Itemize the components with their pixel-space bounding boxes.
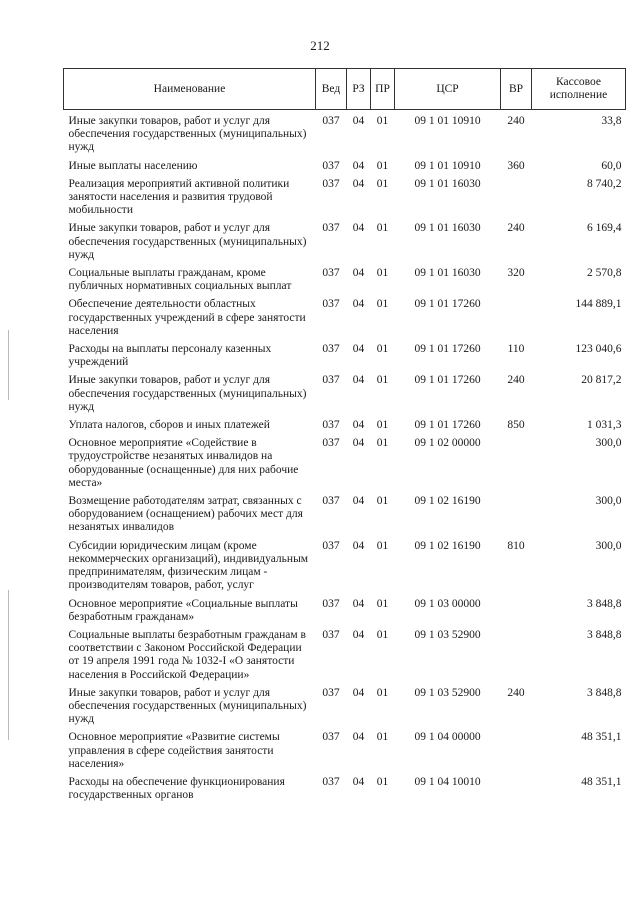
row-vr: 240 — [507, 115, 525, 127]
row-pr: 01 — [376, 222, 389, 235]
row-name: Расходы на обеспечение функционирования государственных органов — [68, 775, 285, 802]
row-csr: 09 1 01 17260 — [414, 343, 481, 356]
row-pr: 01 — [376, 343, 389, 356]
row-csr: 09 1 02 00000 — [414, 437, 481, 450]
row-sum: 123 040,6 — [575, 343, 622, 356]
row-csr: 09 1 01 17260 — [414, 298, 481, 311]
row-ved: 037 — [322, 222, 340, 235]
table-row — [64, 432, 626, 490]
row-name: Иные закупки товаров, работ и услуг для обеспечения государственных (муниципальных) нужд — [68, 686, 307, 726]
row-sum: 48 351,1 — [581, 731, 622, 744]
header-pr: ПР — [371, 69, 395, 110]
table-row — [64, 110, 626, 155]
header-ved: Вед — [316, 69, 347, 110]
row-name: Расходы на выплаты персоналу казенных учреждений — [68, 343, 272, 369]
table-row — [64, 535, 626, 593]
row-rz: 04 — [352, 267, 365, 280]
row-ved: 037 — [322, 374, 340, 387]
row-name: Иные закупки товаров, работ и услуг для обеспечения государственных (муниципальных) нужд — [68, 115, 307, 154]
row-csr: 09 1 01 16030 — [414, 267, 481, 280]
row-name: Основное мероприятие «Развитие системы управления в сфере содействия занятости населения» — [68, 731, 280, 770]
table-row — [64, 217, 626, 262]
header-sum: Кассовое исполнение — [532, 69, 626, 110]
row-rz: 04 — [352, 343, 365, 356]
row-sum: 1 031,3 — [587, 419, 622, 432]
row-name: Субсидии юридическим лицам (кроме некоммерческих организаций), индивидуальным предпринимателям, физическим лицам - производителям товаров, работ, услуг — [68, 539, 309, 592]
row-name: Иные закупки товаров, работ и услуг для обеспечения государственных (муниципальных) нужд — [68, 374, 307, 413]
row-vr — [501, 771, 532, 802]
row-rz: 04 — [352, 177, 365, 190]
row-rz: 04 — [352, 222, 365, 235]
table-row — [64, 369, 626, 414]
header-name: Наименование — [64, 69, 316, 110]
row-vr: 360 — [507, 159, 525, 172]
row-vr: 110 — [507, 343, 525, 356]
row-vr: 240 — [507, 222, 525, 235]
row-vr: 320 — [507, 267, 525, 280]
row-sum: 2 570,8 — [587, 267, 622, 280]
row-pr: 01 — [376, 159, 389, 172]
row-ved: 037 — [322, 731, 340, 744]
row-vr — [501, 490, 532, 535]
row-vr: 240 — [507, 374, 525, 387]
row-ved: 037 — [322, 115, 340, 127]
row-ved: 037 — [322, 597, 340, 610]
row-sum: 8 740,2 — [587, 177, 622, 190]
row-rz: 04 — [352, 159, 365, 172]
row-rz: 04 — [352, 597, 365, 610]
row-vr — [501, 293, 532, 338]
row-csr: 09 1 01 10910 — [414, 115, 481, 127]
header-rz: РЗ — [347, 69, 371, 110]
table-row — [64, 293, 626, 338]
row-csr: 09 1 02 16190 — [414, 495, 481, 508]
row-csr: 09 1 01 10910 — [414, 159, 481, 172]
row-pr: 01 — [376, 597, 389, 610]
row-rz: 04 — [352, 437, 365, 450]
row-rz: 04 — [352, 628, 365, 641]
row-pr: 01 — [376, 115, 389, 127]
row-csr: 09 1 03 52900 — [414, 628, 481, 641]
row-rz: 04 — [352, 115, 365, 127]
header-vr: ВР — [501, 69, 532, 110]
row-sum: 33,8 — [601, 115, 622, 127]
row-vr — [501, 432, 532, 490]
row-sum: 144 889,1 — [575, 298, 622, 311]
row-rz: 04 — [352, 298, 365, 311]
row-ved: 037 — [322, 159, 340, 172]
row-name: Реализация мероприятий активной политики занятости населения и развития трудовой мобильности — [68, 177, 290, 217]
table-row — [64, 338, 626, 369]
scan-margin-mark — [8, 590, 9, 740]
row-csr: 09 1 01 17260 — [414, 419, 481, 432]
row-ved: 037 — [322, 775, 340, 788]
row-csr: 09 1 02 16190 — [414, 539, 481, 552]
row-ved: 037 — [322, 539, 340, 552]
row-vr — [501, 593, 532, 624]
header-csr: ЦСР — [395, 69, 501, 110]
row-ved: 037 — [322, 177, 340, 190]
row-csr: 09 1 03 00000 — [414, 597, 481, 610]
table-header — [64, 69, 626, 110]
row-ved: 037 — [322, 437, 340, 450]
row-ved: 037 — [322, 419, 340, 432]
row-rz: 04 — [352, 539, 365, 552]
table-body — [64, 110, 626, 803]
row-sum: 300,0 — [595, 495, 622, 508]
row-ved: 037 — [322, 298, 340, 311]
row-csr: 09 1 01 16030 — [414, 177, 481, 190]
table-row — [64, 262, 626, 293]
row-pr: 01 — [376, 686, 389, 699]
table-row — [64, 414, 626, 432]
page-number: 212 — [310, 38, 330, 53]
table-row — [64, 771, 626, 802]
row-pr: 01 — [376, 177, 389, 190]
row-vr: 810 — [507, 539, 525, 552]
row-sum: 60,0 — [601, 159, 622, 172]
row-csr: 09 1 04 10010 — [414, 775, 481, 788]
row-pr: 01 — [376, 731, 389, 744]
row-vr — [501, 173, 532, 218]
row-ved: 037 — [322, 495, 340, 508]
row-sum: 300,0 — [595, 437, 622, 450]
table-row — [64, 682, 626, 727]
row-pr: 01 — [376, 419, 389, 432]
row-rz: 04 — [352, 495, 365, 508]
row-pr: 01 — [376, 628, 389, 641]
row-sum: 48 351,1 — [581, 775, 622, 788]
row-name: Возмещение работодателям затрат, связанных с оборудованием (оснащением) рабочих мест для незанятых инвалидов — [68, 495, 303, 534]
table-row — [64, 173, 626, 218]
row-pr: 01 — [376, 437, 389, 450]
row-pr: 01 — [376, 495, 389, 508]
row-sum: 3 848,8 — [587, 628, 622, 641]
table-row — [64, 624, 626, 682]
row-name: Иные выплаты населению — [68, 159, 198, 172]
row-pr: 01 — [376, 267, 389, 280]
row-rz: 04 — [352, 374, 365, 387]
row-ved: 037 — [322, 267, 340, 280]
row-name: Социальные выплаты безработным гражданам в соответствии с Законом Российской Федерации от 19 апреля 1991 года № 1032-I «О занятости населения в Российской Федерации» — [68, 628, 306, 681]
row-csr: 09 1 01 17260 — [414, 374, 481, 387]
row-sum: 300,0 — [595, 539, 622, 552]
row-rz: 04 — [352, 419, 365, 432]
budget-table — [63, 68, 626, 802]
row-ved: 037 — [322, 686, 340, 699]
row-rz: 04 — [352, 686, 365, 699]
table-row — [64, 593, 626, 624]
row-name: Уплата налогов, сборов и иных платежей — [68, 419, 270, 432]
row-csr: 09 1 04 00000 — [414, 731, 481, 744]
row-pr: 01 — [376, 374, 389, 387]
row-vr — [501, 726, 532, 771]
row-name: Иные закупки товаров, работ и услуг для обеспечения государственных (муниципальных) нужд — [68, 222, 307, 261]
row-name: Социальные выплаты гражданам, кроме публичных нормативных социальных выплат — [68, 267, 292, 293]
row-vr — [501, 624, 532, 682]
row-name: Обеспечение деятельности областных государственных учреждений в сфере занятости населения — [68, 298, 306, 337]
row-csr: 09 1 01 16030 — [414, 222, 481, 235]
row-sum: 6 169,4 — [587, 222, 622, 235]
row-pr: 01 — [376, 298, 389, 311]
row-pr: 01 — [376, 539, 389, 552]
row-rz: 04 — [352, 731, 365, 744]
table-row — [64, 155, 626, 173]
scan-margin-mark — [8, 330, 9, 400]
row-name: Основное мероприятие «Содействие в трудоустройстве незанятых инвалидов на оборудованные (оснащенные) для них рабочие места» — [68, 437, 299, 489]
table-row — [64, 726, 626, 771]
row-ved: 037 — [322, 628, 340, 641]
row-vr: 850 — [507, 419, 525, 432]
row-sum: 3 848,8 — [587, 597, 622, 610]
row-sum: 20 817,2 — [581, 374, 622, 387]
row-name: Основное мероприятие «Социальные выплаты безработным гражданам» — [68, 597, 298, 623]
row-rz: 04 — [352, 775, 365, 788]
row-csr: 09 1 03 52900 — [414, 686, 481, 699]
row-vr: 240 — [507, 686, 525, 699]
row-sum: 3 848,8 — [587, 686, 622, 699]
row-pr: 01 — [376, 775, 389, 788]
table-row — [64, 490, 626, 535]
row-ved: 037 — [322, 343, 340, 356]
